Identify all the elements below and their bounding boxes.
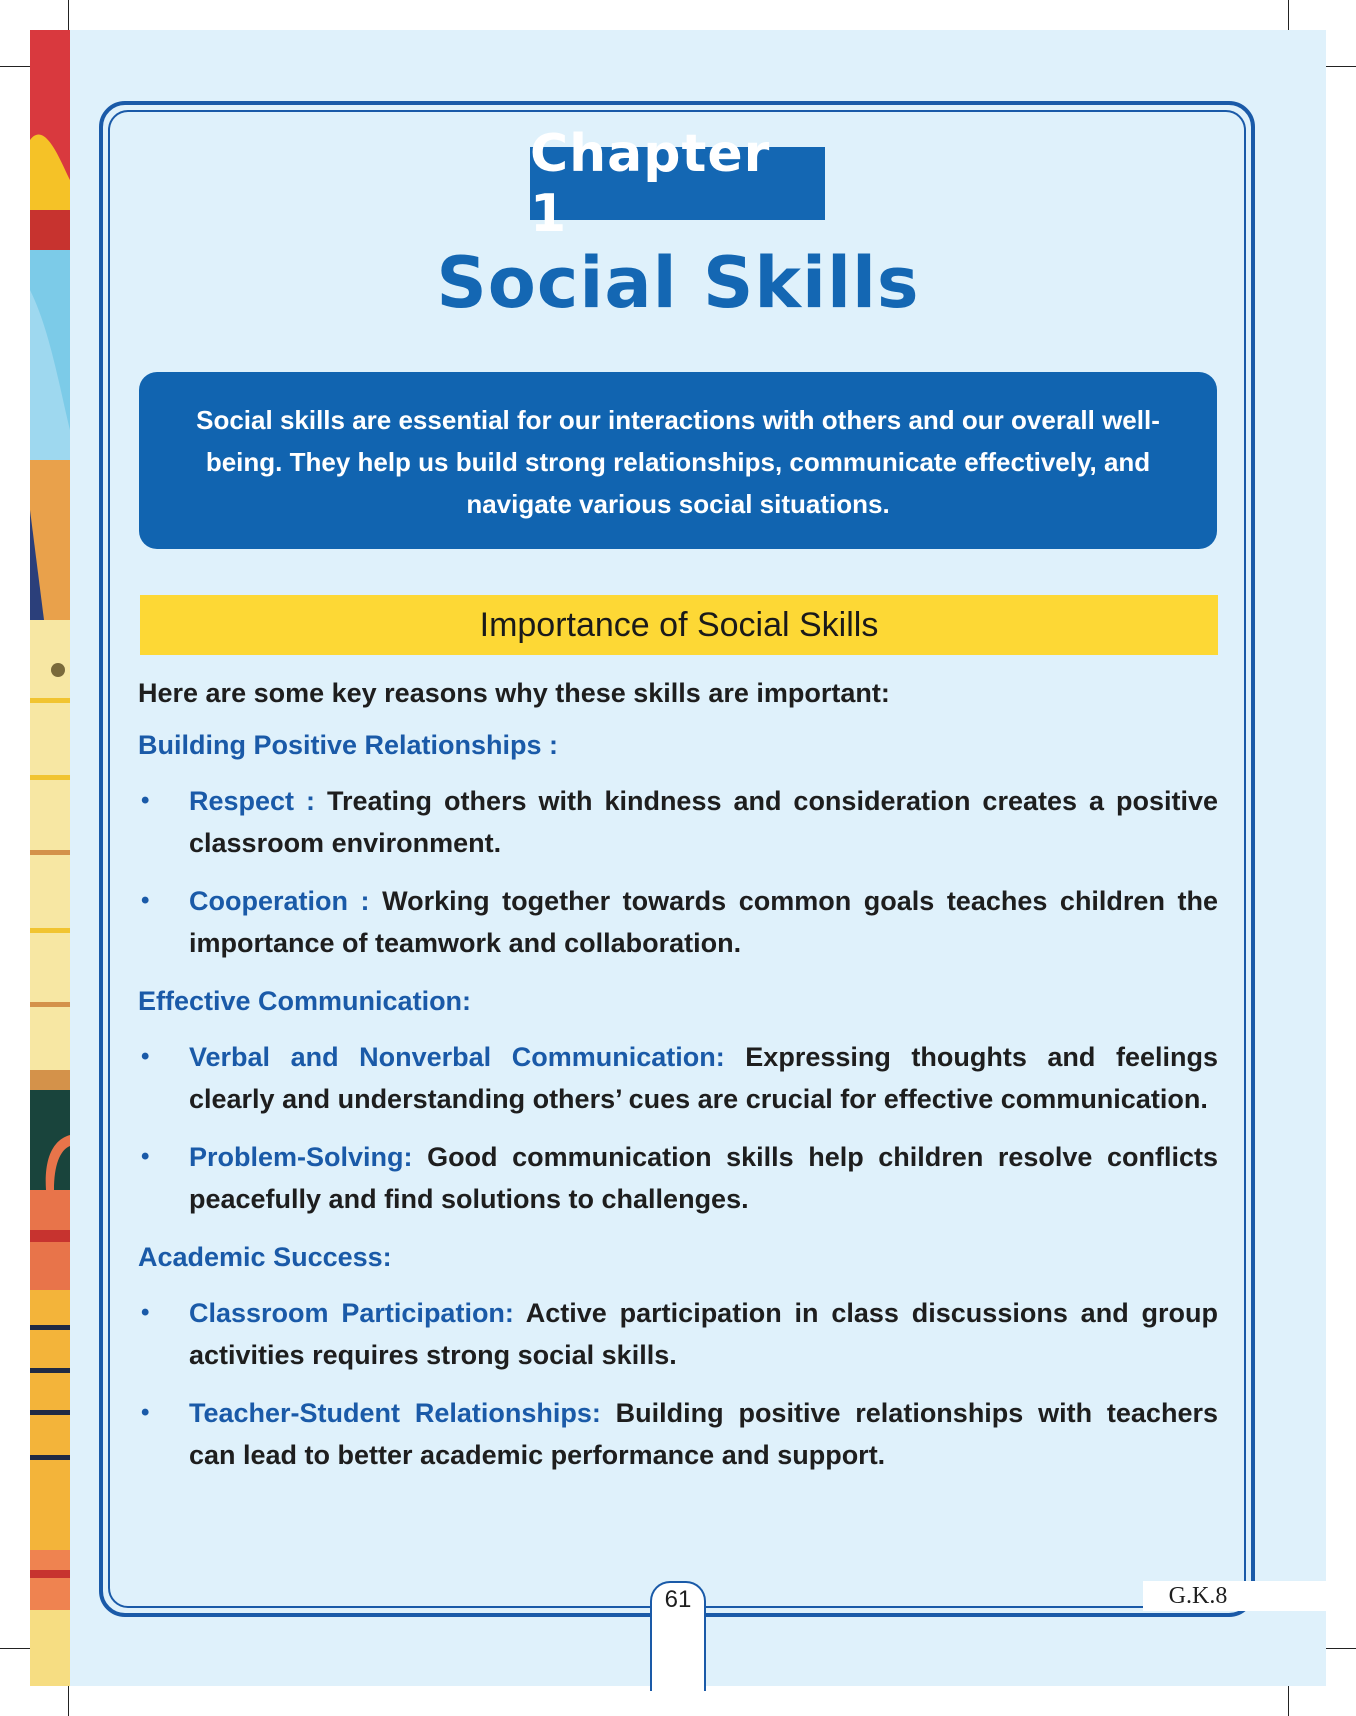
crop-mark (68, 1686, 69, 1716)
group-title: Building Positive Relationships : (138, 730, 559, 760)
bullet-text: Treating others with kindness and consideration creates a positive classroom environment. (189, 786, 1218, 858)
section-heading: Importance of Social Skills (140, 595, 1218, 655)
bullet-icon: • (141, 1043, 150, 1070)
bullet-icon: • (141, 1143, 150, 1170)
bullet-term: Respect : (189, 786, 316, 816)
group-title: Effective Communication: (138, 986, 472, 1016)
crop-mark (68, 0, 69, 30)
bullet-item (138, 1136, 1218, 1220)
bullet-item (138, 1036, 1218, 1120)
chapter-label: Chapter 1 (530, 147, 825, 220)
bullet-term: Verbal and Nonverbal Communication: (189, 1042, 725, 1072)
bullet-list (138, 780, 1218, 964)
crop-mark (1288, 1686, 1289, 1716)
bullet-item (138, 1392, 1218, 1476)
bullet-item (138, 780, 1218, 864)
bullet-text: Good communication skills help children resolve conflicts peacefully and find solutions to challenges. (189, 1142, 1218, 1214)
crop-mark (0, 1648, 30, 1649)
decorative-pattern (30, 30, 70, 1686)
bullet-term: Teacher-Student Relationships: (189, 1398, 601, 1428)
crop-mark (1326, 1648, 1356, 1649)
crop-mark (1288, 0, 1289, 30)
bullet-text: Active participation in class discussions and group activities requires strong social skills. (189, 1298, 1219, 1370)
bullet-term: Classroom Participation: (189, 1298, 514, 1328)
bullet-icon: • (141, 1299, 150, 1326)
bullet-term: Cooperation : (189, 886, 370, 916)
bullet-text: Building positive relationships with teachers can lead to better academic performance and support. (189, 1398, 1218, 1470)
bullet-item (138, 880, 1218, 964)
section-content (138, 672, 1218, 1492)
crop-mark (1326, 66, 1356, 67)
group-title: Academic Success: (138, 1242, 392, 1272)
page-number: 61 (664, 1586, 692, 1613)
bullet-text: Working together towards common goals teaches children the importance of teamwork and collaboration. (189, 886, 1218, 958)
book-code: G.K.8 (1168, 1583, 1228, 1609)
bullet-term: Problem-Solving: (189, 1142, 413, 1172)
intro-box: Social skills are essential for our interactions with others and our overall well-being. They help us build strong relationships, communicate effectively, and navigate various social situations. (139, 372, 1217, 549)
bullet-icon: • (141, 887, 150, 914)
bullet-list (138, 1036, 1218, 1220)
section-lead: Here are some key reasons why these skills are important: (138, 678, 890, 708)
bullet-icon: • (141, 1399, 150, 1426)
bullet-icon: • (141, 787, 150, 814)
bullet-list (138, 1292, 1218, 1476)
bullet-item (138, 1292, 1218, 1376)
bullet-text: Expressing thoughts and feelings clearly and understanding others’ cues are crucial for effective communication. (189, 1042, 1218, 1114)
decorative-side-strip (30, 30, 70, 1686)
crop-mark (0, 66, 30, 67)
chapter-title: Social Skills (436, 242, 920, 324)
